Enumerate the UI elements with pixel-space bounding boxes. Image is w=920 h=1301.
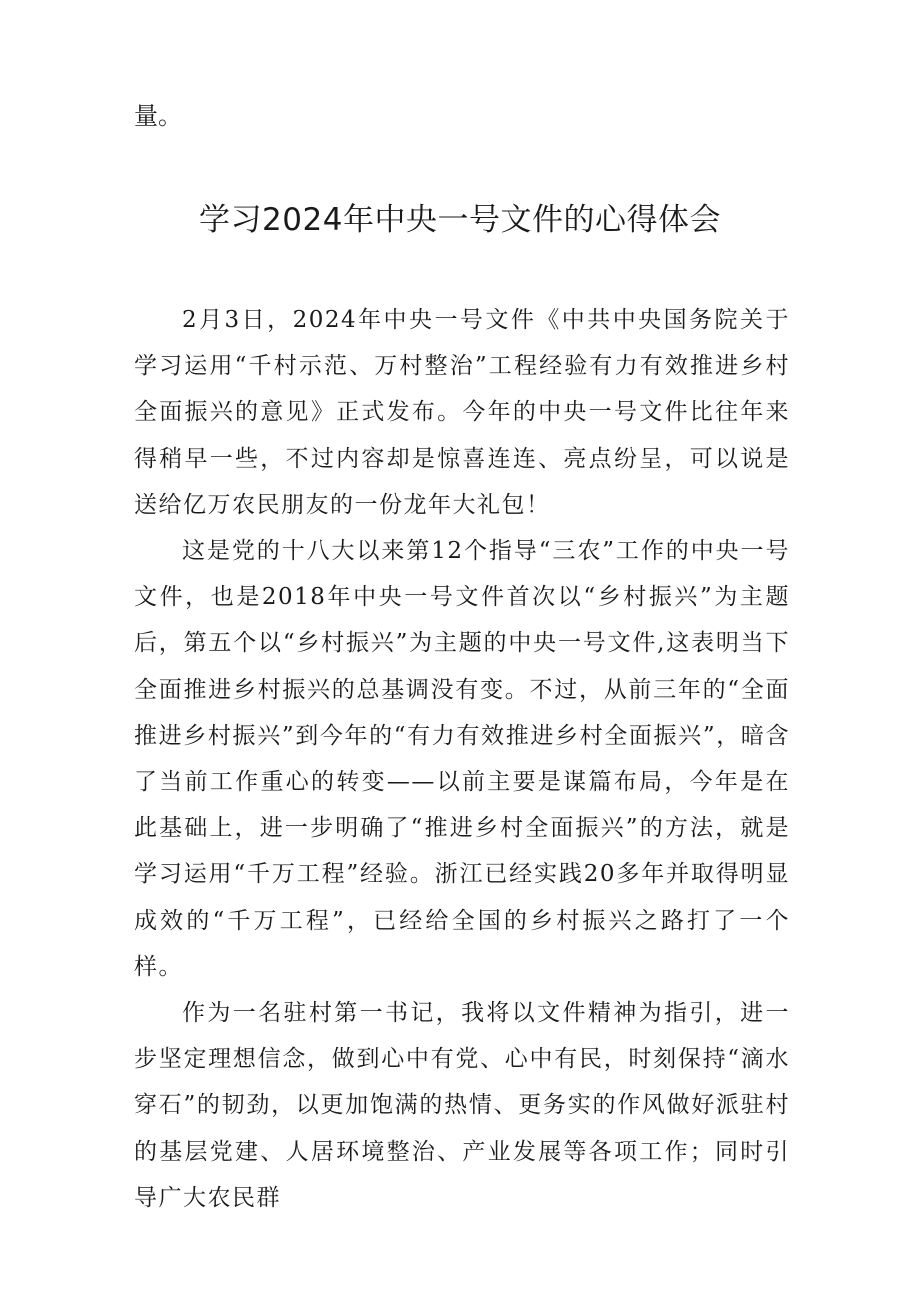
document-body [134,297,790,1221]
paragraph-3: 作为一名驻村第一书记，我将以文件精神为指引，进一步坚定理想信念，做到心中有党、心中有民，时刻保持“滴水穿石”的韧劲，以更加饱满的热情、更务实的作风做好派驻村的基层党建、人居环境整治、产业发展等各项工作；同时引导广大农民群 [134,1000,790,1211]
carryover-text: 量。 [134,102,182,130]
paragraph-1: 2月3日，2024年中央一号文件《中共中央国务院关于学习运用“千村示范、万村整治”工程经验有力有效推进乡村全面振兴的意见》正式发布。今年的中央一号文件比往年来得稍早一些，不过内容却是惊喜连连、亮点纷呈，可以说是送给亿万农民朋友的一份龙年大礼包！ [134,307,790,518]
document-title: 学习2024年中央一号文件的心得体会 [199,202,721,238]
paragraph-2: 这是党的十八大以来第12个指导“三农”工作的中央一号文件，也是2018年中央一号文件首次以“乡村振兴”为主题后，第五个以“乡村振兴”为主题的中央一号文件,这表明当下全面推进乡村振兴的总基调没有变。不过，从前三年的“全面推进乡村振兴”到今年的“有力有效推进乡村全面振兴”，暗含了当前工作重心的转变——以前主要是谋篇布局，今年是在此基础上，进一步明确了“推进乡村全面振兴”的方法，就是学习运用“千万工程”经验。浙江已经实践20多年并取得明显成效的“千万工程”，已经给全国的乡村振兴之路打了一个样。 [134,538,790,980]
